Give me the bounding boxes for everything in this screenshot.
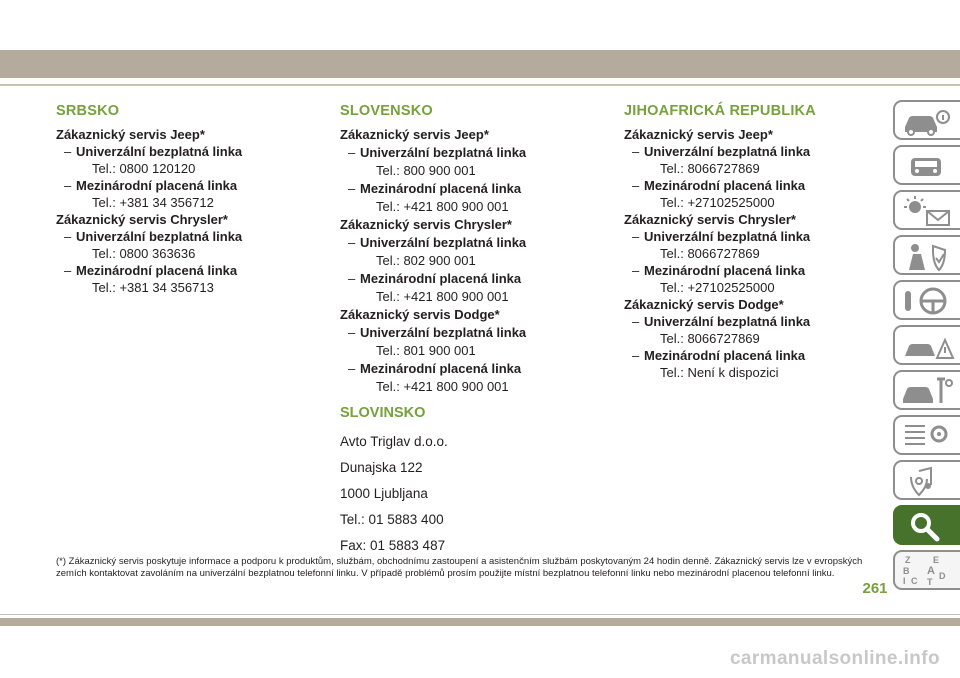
section-heading: SRBSKO bbox=[56, 103, 120, 119]
chapter-tabs bbox=[893, 100, 960, 595]
column-srbsko bbox=[56, 103, 326, 296]
service-title: Zákaznický servis Jeep* bbox=[624, 127, 773, 142]
service-title: Zákaznický servis Dodge* bbox=[624, 297, 784, 312]
phone-number: Tel.: +421 800 900 001 bbox=[376, 379, 509, 394]
tab-index[interactable] bbox=[893, 550, 960, 590]
address-line: 1000 Ljubljana bbox=[340, 486, 428, 501]
service-title: Zákaznický servis Chrysler* bbox=[340, 217, 512, 232]
address-line: Dunajska 122 bbox=[340, 460, 423, 475]
tab-multimedia[interactable] bbox=[893, 460, 960, 500]
phone-number: Tel.: +421 800 900 001 bbox=[376, 199, 509, 214]
phone-number: Tel.: +27102525000 bbox=[660, 280, 775, 295]
index-letter: E bbox=[933, 555, 940, 565]
car-info-icon bbox=[899, 105, 955, 137]
line-type-label: – Univerzální bezplatná linka bbox=[56, 228, 326, 245]
slovinsko-address bbox=[340, 434, 448, 564]
top-divider bbox=[0, 84, 960, 86]
column-jihoafricka-republika bbox=[624, 103, 884, 381]
tab-emergency[interactable] bbox=[893, 325, 960, 365]
line-type-label: – Mezinárodní placená linka bbox=[624, 262, 884, 279]
bottom-divider bbox=[0, 614, 960, 615]
address-line: Avto Triglav d.o.o. bbox=[340, 434, 448, 449]
index-letter: I bbox=[903, 576, 906, 586]
multimedia-icon bbox=[899, 465, 955, 497]
section-heading: SLOVENSKO bbox=[340, 103, 433, 119]
phone-number: Tel.: 0800 120120 bbox=[92, 161, 196, 176]
service-title: Zákaznický servis Jeep* bbox=[340, 127, 489, 142]
index-letter: T bbox=[927, 577, 933, 587]
tab-car-service[interactable] bbox=[893, 370, 960, 410]
steering-wheel-icon bbox=[899, 285, 955, 317]
phone-number: Tel.: 8066727869 bbox=[660, 161, 760, 176]
tab-warning-lights[interactable] bbox=[893, 190, 960, 230]
phone-number: Tel.: +27102525000 bbox=[660, 195, 775, 210]
phone-number: Tel.: 801 900 001 bbox=[376, 343, 476, 358]
line-type-label: – Univerzální bezplatná linka bbox=[340, 234, 610, 252]
emergency-icon bbox=[899, 330, 955, 362]
index-icon bbox=[903, 555, 951, 587]
tab-specifications[interactable] bbox=[893, 415, 960, 455]
line-type-label: – Mezinárodní placená linka bbox=[340, 360, 610, 378]
tab-car-front[interactable] bbox=[893, 145, 960, 185]
section-heading: JIHOAFRICKÁ REPUBLIKA bbox=[624, 103, 816, 119]
column-slovensko bbox=[340, 103, 610, 396]
tab-steering-wheel[interactable] bbox=[893, 280, 960, 320]
phone-number: Tel.: 8066727869 bbox=[660, 246, 760, 261]
tab-car-info[interactable] bbox=[893, 100, 960, 140]
line-type-label: – Univerzální bezplatná linka bbox=[340, 144, 610, 162]
car-service-icon bbox=[899, 375, 955, 407]
address-line: Tel.: 01 5883 400 bbox=[340, 512, 444, 527]
index-letter: D bbox=[939, 571, 946, 581]
footnote: (*) Zákaznický servis poskytuje informace a podporu k produktům, službám, obchodnímu zastoupení a asistenčním službám poskytovaným 24 hodin denně. Zákaznický servis lze v evropských zemích kontaktovat zavoláním na univerzální bezplatnou telefonní linku. V případě problémů prosím použijte místní bezplatnou telefonní linku nebo mezinárodní placenou telefonní linku. bbox=[56, 556, 863, 579]
line-type-label: – Mezinárodní placená linka bbox=[624, 347, 884, 364]
service-title: Zákaznický servis Chrysler* bbox=[624, 212, 796, 227]
safety-icon bbox=[899, 240, 955, 272]
watermark: carmanualsonline.info bbox=[729, 648, 940, 669]
phone-number: Tel.: 802 900 001 bbox=[376, 253, 476, 268]
tab-safety[interactable] bbox=[893, 235, 960, 275]
index-letter: A bbox=[927, 565, 935, 577]
line-type-label: – Univerzální bezplatná linka bbox=[340, 324, 610, 342]
phone-number: Tel.: 8066727869 bbox=[660, 331, 760, 346]
warning-lights-icon bbox=[899, 195, 955, 227]
service-title: Zákaznický servis Chrysler* bbox=[56, 212, 228, 227]
line-type-label: – Mezinárodní placená linka bbox=[56, 177, 326, 194]
service-title: Zákaznický servis Jeep* bbox=[56, 127, 205, 142]
index-letter: Z bbox=[905, 555, 911, 565]
phone-number: Tel.: 800 900 001 bbox=[376, 163, 476, 178]
section-heading-slovinsko: SLOVINSKO bbox=[340, 405, 426, 421]
phone-number: Tel.: 0800 363636 bbox=[92, 246, 196, 261]
top-band bbox=[0, 50, 960, 78]
line-type-label: – Mezinárodní placená linka bbox=[340, 180, 610, 198]
line-type-label: – Univerzální bezplatná linka bbox=[624, 143, 884, 160]
phone-number: Tel.: +381 34 356713 bbox=[92, 280, 214, 295]
line-type-label: – Univerzální bezplatná linka bbox=[624, 313, 884, 330]
line-type-label: – Mezinárodní placená linka bbox=[56, 262, 326, 279]
bottom-band bbox=[0, 618, 960, 626]
line-type-label: – Univerzální bezplatná linka bbox=[56, 143, 326, 160]
phone-number: Tel.: +381 34 356712 bbox=[92, 195, 214, 210]
phone-number: Tel.: Není k dispozici bbox=[660, 365, 779, 380]
service-title: Zákaznický servis Dodge* bbox=[340, 307, 500, 322]
specifications-icon bbox=[899, 420, 955, 452]
index-letter: C bbox=[911, 576, 918, 586]
line-type-label: – Mezinárodní placená linka bbox=[624, 177, 884, 194]
line-type-label: – Mezinárodní placená linka bbox=[340, 270, 610, 288]
phone-number: Tel.: +421 800 900 001 bbox=[376, 289, 509, 304]
search-icon bbox=[899, 510, 955, 542]
line-type-label: – Univerzální bezplatná linka bbox=[624, 228, 884, 245]
index-letter: B bbox=[903, 566, 910, 576]
address-line: Fax: 01 5883 487 bbox=[340, 538, 446, 553]
page-number: 261 bbox=[862, 580, 888, 597]
tab-search[interactable] bbox=[893, 505, 960, 545]
car-front-icon bbox=[899, 150, 955, 182]
